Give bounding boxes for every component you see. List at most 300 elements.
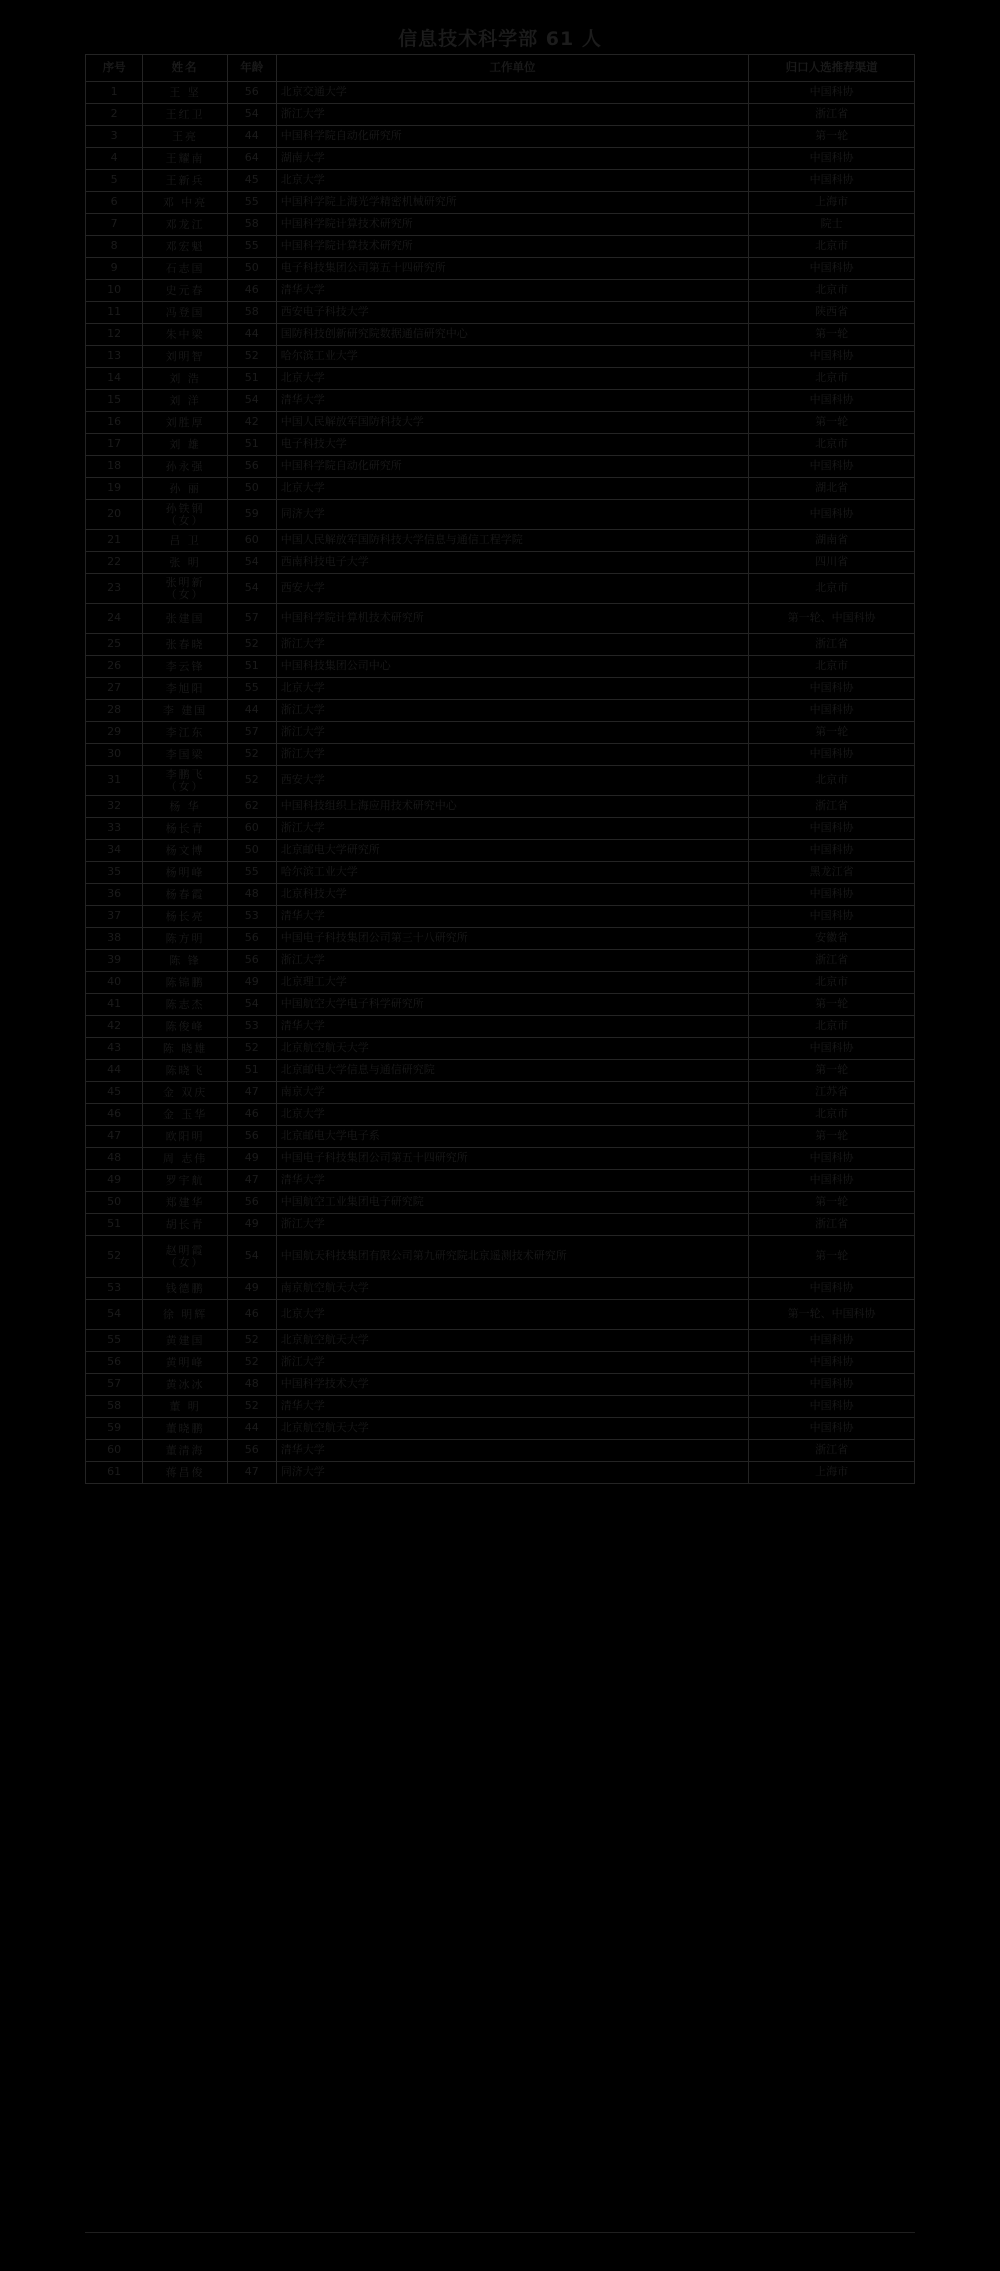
cell-name: 刘 雄 bbox=[143, 434, 227, 456]
table-header-row bbox=[86, 55, 915, 82]
cell-index: 12 bbox=[86, 324, 143, 346]
cell-name: 吕 卫 bbox=[143, 530, 227, 552]
cell-age: 52 bbox=[227, 1330, 276, 1352]
cell-work-unit: 中国科技组织上海应用技术研究中心 bbox=[276, 796, 748, 818]
column-header-work-unit: 工作单位 bbox=[276, 55, 748, 82]
cell-channel: 北京市 bbox=[749, 656, 915, 678]
cell-channel: 浙江省 bbox=[749, 796, 915, 818]
cell-channel: 北京市 bbox=[749, 1104, 915, 1126]
cell-work-unit: 北京航空航天大学 bbox=[276, 1038, 748, 1060]
cell-index: 44 bbox=[86, 1060, 143, 1082]
cell-work-unit: 中国电子科技集团公司第五十四研究所 bbox=[276, 1148, 748, 1170]
cell-work-unit: 西安大学 bbox=[276, 574, 748, 604]
cell-age: 54 bbox=[227, 104, 276, 126]
cell-channel: 中国科协 bbox=[749, 1148, 915, 1170]
cell-age: 51 bbox=[227, 434, 276, 456]
cell-name: 史元春 bbox=[143, 280, 227, 302]
table-row bbox=[86, 634, 915, 656]
cell-work-unit: 浙江大学 bbox=[276, 950, 748, 972]
cell-channel: 第一轮 bbox=[749, 1060, 915, 1082]
cell-age: 54 bbox=[227, 574, 276, 604]
cell-work-unit: 清华大学 bbox=[276, 280, 748, 302]
cell-age: 46 bbox=[227, 1300, 276, 1330]
cell-channel: 陕西省 bbox=[749, 302, 915, 324]
cell-channel: 中国科协 bbox=[749, 1352, 915, 1374]
cell-channel: 上海市 bbox=[749, 1462, 915, 1484]
table-row bbox=[86, 884, 915, 906]
cell-work-unit: 中国航空工业集团电子研究院 bbox=[276, 1192, 748, 1214]
cell-work-unit: 电子科技集团公司第五十四研究所 bbox=[276, 258, 748, 280]
table-body bbox=[86, 82, 915, 1484]
table-row bbox=[86, 1016, 915, 1038]
cell-index: 3 bbox=[86, 126, 143, 148]
cell-channel: 第一轮 bbox=[749, 1126, 915, 1148]
cell-age: 54 bbox=[227, 1236, 276, 1278]
cell-age: 55 bbox=[227, 862, 276, 884]
cell-index: 50 bbox=[86, 1192, 143, 1214]
table-row bbox=[86, 1300, 915, 1330]
cell-channel: 中国科协 bbox=[749, 148, 915, 170]
cell-age: 49 bbox=[227, 972, 276, 994]
cell-age: 52 bbox=[227, 1038, 276, 1060]
cell-work-unit: 浙江大学 bbox=[276, 1214, 748, 1236]
cell-index: 39 bbox=[86, 950, 143, 972]
cell-name: 郑建华 bbox=[143, 1192, 227, 1214]
cell-name: 董清海 bbox=[143, 1440, 227, 1462]
cell-index: 34 bbox=[86, 840, 143, 862]
cell-name: 刘明智 bbox=[143, 346, 227, 368]
cell-channel: 中国科协 bbox=[749, 456, 915, 478]
cell-work-unit: 中国人民解放军国防科技大学信息与通信工程学院 bbox=[276, 530, 748, 552]
cell-name: 陈 晓雄 bbox=[143, 1038, 227, 1060]
cell-index: 9 bbox=[86, 258, 143, 280]
cell-index: 59 bbox=[86, 1418, 143, 1440]
cell-index: 41 bbox=[86, 994, 143, 1016]
table-row bbox=[86, 972, 915, 994]
cell-channel: 北京市 bbox=[749, 766, 915, 796]
table-row bbox=[86, 928, 915, 950]
cell-age: 60 bbox=[227, 530, 276, 552]
cell-channel: 北京市 bbox=[749, 368, 915, 390]
cell-index: 60 bbox=[86, 1440, 143, 1462]
cell-name: 陈俊峰 bbox=[143, 1016, 227, 1038]
cell-age: 59 bbox=[227, 500, 276, 530]
cell-name: 黄冰冰 bbox=[143, 1374, 227, 1396]
cell-age: 50 bbox=[227, 478, 276, 500]
cell-work-unit: 西安电子科技大学 bbox=[276, 302, 748, 324]
table-row bbox=[86, 214, 915, 236]
cell-name: 李 建国 bbox=[143, 700, 227, 722]
table-row bbox=[86, 1462, 915, 1484]
cell-age: 57 bbox=[227, 722, 276, 744]
cell-age: 55 bbox=[227, 678, 276, 700]
cell-work-unit: 清华大学 bbox=[276, 1396, 748, 1418]
table-row bbox=[86, 1440, 915, 1462]
table-row bbox=[86, 192, 915, 214]
cell-name: 王耀南 bbox=[143, 148, 227, 170]
cell-age: 54 bbox=[227, 390, 276, 412]
cell-work-unit: 中国航天科技集团有限公司第九研究院北京遥测技术研究所 bbox=[276, 1236, 748, 1278]
cell-channel: 第一轮、中国科协 bbox=[749, 1300, 915, 1330]
cell-channel: 第一轮 bbox=[749, 722, 915, 744]
cell-work-unit: 北京航空航天大学 bbox=[276, 1418, 748, 1440]
cell-name: 杨文博 bbox=[143, 840, 227, 862]
table-row bbox=[86, 280, 915, 302]
cell-index: 20 bbox=[86, 500, 143, 530]
cell-name: 李江东 bbox=[143, 722, 227, 744]
cell-index: 46 bbox=[86, 1104, 143, 1126]
cell-channel: 院士 bbox=[749, 214, 915, 236]
cell-channel: 中国科协 bbox=[749, 840, 915, 862]
table-row bbox=[86, 1060, 915, 1082]
cell-channel: 中国科协 bbox=[749, 1418, 915, 1440]
cell-channel: 第一轮 bbox=[749, 324, 915, 346]
cell-name: 张 明 bbox=[143, 552, 227, 574]
cell-name: 杨明峰 bbox=[143, 862, 227, 884]
cell-channel: 北京市 bbox=[749, 280, 915, 302]
cell-work-unit: 清华大学 bbox=[276, 906, 748, 928]
cell-age: 53 bbox=[227, 1016, 276, 1038]
cell-channel: 第一轮 bbox=[749, 994, 915, 1016]
cell-index: 55 bbox=[86, 1330, 143, 1352]
cell-age: 47 bbox=[227, 1082, 276, 1104]
table-row bbox=[86, 552, 915, 574]
cell-channel: 浙江省 bbox=[749, 104, 915, 126]
cell-index: 5 bbox=[86, 170, 143, 192]
cell-index: 38 bbox=[86, 928, 143, 950]
cell-index: 6 bbox=[86, 192, 143, 214]
cell-index: 33 bbox=[86, 818, 143, 840]
cell-channel: 四川省 bbox=[749, 552, 915, 574]
cell-channel: 中国科协 bbox=[749, 1170, 915, 1192]
cell-age: 51 bbox=[227, 656, 276, 678]
cell-age: 54 bbox=[227, 994, 276, 1016]
table-row bbox=[86, 906, 915, 928]
cell-index: 25 bbox=[86, 634, 143, 656]
cell-channel: 第一轮 bbox=[749, 1236, 915, 1278]
cell-age: 50 bbox=[227, 258, 276, 280]
cell-index: 22 bbox=[86, 552, 143, 574]
table-row bbox=[86, 530, 915, 552]
cell-name: 朱中梁 bbox=[143, 324, 227, 346]
cell-channel: 浙江省 bbox=[749, 1440, 915, 1462]
cell-channel: 中国科协 bbox=[749, 1374, 915, 1396]
cell-index: 42 bbox=[86, 1016, 143, 1038]
cell-channel: 中国科协 bbox=[749, 1278, 915, 1300]
cell-name: 钱德鹏 bbox=[143, 1278, 227, 1300]
table-row bbox=[86, 390, 915, 412]
cell-age: 55 bbox=[227, 236, 276, 258]
cell-work-unit: 中国科学技术大学 bbox=[276, 1374, 748, 1396]
cell-age: 56 bbox=[227, 1440, 276, 1462]
cell-work-unit: 西南科技电子大学 bbox=[276, 552, 748, 574]
cell-index: 47 bbox=[86, 1126, 143, 1148]
cell-age: 57 bbox=[227, 604, 276, 634]
cell-work-unit: 北京邮电大学电子系 bbox=[276, 1126, 748, 1148]
cell-channel: 中国科协 bbox=[749, 500, 915, 530]
cell-age: 52 bbox=[227, 744, 276, 766]
cell-work-unit: 中国科学院计算技术研究所 bbox=[276, 214, 748, 236]
cell-age: 47 bbox=[227, 1170, 276, 1192]
cell-index: 17 bbox=[86, 434, 143, 456]
cell-index: 54 bbox=[86, 1300, 143, 1330]
table-row bbox=[86, 1374, 915, 1396]
cell-work-unit: 中国电子科技集团公司第三十八研究所 bbox=[276, 928, 748, 950]
cell-name: 刘 洋 bbox=[143, 390, 227, 412]
cell-work-unit: 中国科学院上海光学精密机械研究所 bbox=[276, 192, 748, 214]
cell-index: 37 bbox=[86, 906, 143, 928]
cell-work-unit: 北京理工大学 bbox=[276, 972, 748, 994]
cell-age: 55 bbox=[227, 192, 276, 214]
cell-channel: 中国科协 bbox=[749, 82, 915, 104]
cell-channel: 北京市 bbox=[749, 574, 915, 604]
cell-work-unit: 南京航空航天大学 bbox=[276, 1278, 748, 1300]
cell-age: 58 bbox=[227, 214, 276, 236]
cell-age: 51 bbox=[227, 1060, 276, 1082]
candidate-table-container bbox=[85, 54, 915, 1484]
table-row bbox=[86, 170, 915, 192]
cell-channel: 中国科协 bbox=[749, 1330, 915, 1352]
table-row bbox=[86, 818, 915, 840]
page-title: 信息技术科学部 61 人 bbox=[398, 28, 602, 50]
cell-work-unit: 清华大学 bbox=[276, 1170, 748, 1192]
cell-age: 56 bbox=[227, 1126, 276, 1148]
cell-name: 金 玉华 bbox=[143, 1104, 227, 1126]
table-row bbox=[86, 656, 915, 678]
cell-age: 56 bbox=[227, 928, 276, 950]
cell-index: 28 bbox=[86, 700, 143, 722]
cell-channel: 中国科协 bbox=[749, 346, 915, 368]
table-row bbox=[86, 478, 915, 500]
cell-work-unit: 西安大学 bbox=[276, 766, 748, 796]
cell-index: 14 bbox=[86, 368, 143, 390]
cell-work-unit: 北京大学 bbox=[276, 478, 748, 500]
cell-age: 52 bbox=[227, 1352, 276, 1374]
cell-name: 徐 明辉 bbox=[143, 1300, 227, 1330]
cell-name: 李鹏飞 （女） bbox=[143, 766, 227, 796]
cell-work-unit: 哈尔滨工业大学 bbox=[276, 862, 748, 884]
cell-index: 35 bbox=[86, 862, 143, 884]
cell-name: 陈 锋 bbox=[143, 950, 227, 972]
cell-work-unit: 北京科技大学 bbox=[276, 884, 748, 906]
cell-age: 49 bbox=[227, 1214, 276, 1236]
cell-index: 43 bbox=[86, 1038, 143, 1060]
table-row bbox=[86, 1214, 915, 1236]
table-row bbox=[86, 950, 915, 972]
cell-channel: 中国科协 bbox=[749, 170, 915, 192]
cell-work-unit: 北京大学 bbox=[276, 678, 748, 700]
cell-channel: 浙江省 bbox=[749, 950, 915, 972]
cell-work-unit: 北京航空航天大学 bbox=[276, 1330, 748, 1352]
cell-work-unit: 浙江大学 bbox=[276, 104, 748, 126]
cell-channel: 第一轮 bbox=[749, 1192, 915, 1214]
table-row bbox=[86, 1192, 915, 1214]
cell-name: 欧阳明 bbox=[143, 1126, 227, 1148]
table-header bbox=[86, 55, 915, 82]
cell-index: 36 bbox=[86, 884, 143, 906]
cell-age: 49 bbox=[227, 1278, 276, 1300]
cell-index: 30 bbox=[86, 744, 143, 766]
cell-channel: 中国科协 bbox=[749, 1038, 915, 1060]
table-row bbox=[86, 412, 915, 434]
cell-channel: 中国科协 bbox=[749, 258, 915, 280]
table-row bbox=[86, 1082, 915, 1104]
cell-index: 56 bbox=[86, 1352, 143, 1374]
cell-index: 40 bbox=[86, 972, 143, 994]
cell-work-unit: 南京大学 bbox=[276, 1082, 748, 1104]
cell-index: 45 bbox=[86, 1082, 143, 1104]
table-row bbox=[86, 1236, 915, 1278]
cell-index: 23 bbox=[86, 574, 143, 604]
cell-age: 42 bbox=[227, 412, 276, 434]
cell-index: 19 bbox=[86, 478, 143, 500]
cell-index: 1 bbox=[86, 82, 143, 104]
cell-index: 16 bbox=[86, 412, 143, 434]
cell-age: 52 bbox=[227, 346, 276, 368]
cell-age: 49 bbox=[227, 1148, 276, 1170]
cell-index: 27 bbox=[86, 678, 143, 700]
cell-work-unit: 北京邮电大学信息与通信研究院 bbox=[276, 1060, 748, 1082]
table-row bbox=[86, 1396, 915, 1418]
cell-channel: 湖北省 bbox=[749, 478, 915, 500]
cell-name: 邓 中亮 bbox=[143, 192, 227, 214]
cell-name: 陈锦鹏 bbox=[143, 972, 227, 994]
table-row bbox=[86, 1418, 915, 1440]
column-header-index: 序号 bbox=[86, 55, 143, 82]
cell-index: 24 bbox=[86, 604, 143, 634]
table-row bbox=[86, 258, 915, 280]
cell-index: 2 bbox=[86, 104, 143, 126]
cell-channel: 浙江省 bbox=[749, 634, 915, 656]
cell-channel: 北京市 bbox=[749, 434, 915, 456]
table-row bbox=[86, 346, 915, 368]
table-row bbox=[86, 368, 915, 390]
cell-index: 31 bbox=[86, 766, 143, 796]
cell-channel: 浙江省 bbox=[749, 1214, 915, 1236]
cell-index: 21 bbox=[86, 530, 143, 552]
table-row bbox=[86, 1278, 915, 1300]
cell-work-unit: 北京邮电大学研究所 bbox=[276, 840, 748, 862]
cell-age: 58 bbox=[227, 302, 276, 324]
cell-age: 52 bbox=[227, 766, 276, 796]
cell-work-unit: 清华大学 bbox=[276, 1440, 748, 1462]
table-row bbox=[86, 82, 915, 104]
cell-channel: 北京市 bbox=[749, 972, 915, 994]
table-row bbox=[86, 324, 915, 346]
cell-name: 黄建国 bbox=[143, 1330, 227, 1352]
cell-age: 46 bbox=[227, 1104, 276, 1126]
table-row bbox=[86, 796, 915, 818]
cell-name: 杨长青 bbox=[143, 818, 227, 840]
cell-age: 44 bbox=[227, 324, 276, 346]
cell-index: 61 bbox=[86, 1462, 143, 1484]
table-row bbox=[86, 862, 915, 884]
cell-work-unit: 北京大学 bbox=[276, 1300, 748, 1330]
cell-work-unit: 清华大学 bbox=[276, 390, 748, 412]
cell-age: 53 bbox=[227, 906, 276, 928]
column-header-channel: 归口人选推荐渠道 bbox=[749, 55, 915, 82]
cell-age: 44 bbox=[227, 1418, 276, 1440]
cell-name: 张明新 （女） bbox=[143, 574, 227, 604]
column-header-name: 姓名 bbox=[143, 55, 227, 82]
cell-work-unit: 浙江大学 bbox=[276, 700, 748, 722]
cell-index: 8 bbox=[86, 236, 143, 258]
cell-age: 56 bbox=[227, 950, 276, 972]
table-row bbox=[86, 148, 915, 170]
cell-channel: 中国科协 bbox=[749, 1396, 915, 1418]
cell-name: 张春晓 bbox=[143, 634, 227, 656]
cell-name: 罗宇航 bbox=[143, 1170, 227, 1192]
cell-name: 王红卫 bbox=[143, 104, 227, 126]
cell-channel: 江苏省 bbox=[749, 1082, 915, 1104]
cell-work-unit: 湖南大学 bbox=[276, 148, 748, 170]
cell-index: 10 bbox=[86, 280, 143, 302]
cell-name: 陈志杰 bbox=[143, 994, 227, 1016]
cell-index: 29 bbox=[86, 722, 143, 744]
cell-name: 孙铁钢 （女） bbox=[143, 500, 227, 530]
cell-name: 胡长青 bbox=[143, 1214, 227, 1236]
cell-age: 56 bbox=[227, 456, 276, 478]
cell-channel: 中国科协 bbox=[749, 884, 915, 906]
cell-work-unit: 国防科技创新研究院数据通信研究中心 bbox=[276, 324, 748, 346]
cell-age: 44 bbox=[227, 700, 276, 722]
table-row bbox=[86, 1170, 915, 1192]
cell-index: 4 bbox=[86, 148, 143, 170]
cell-name: 孙 丽 bbox=[143, 478, 227, 500]
cell-index: 15 bbox=[86, 390, 143, 412]
cell-work-unit: 电子科技大学 bbox=[276, 434, 748, 456]
cell-age: 56 bbox=[227, 1192, 276, 1214]
table-row bbox=[86, 236, 915, 258]
cell-work-unit: 北京大学 bbox=[276, 368, 748, 390]
cell-work-unit: 浙江大学 bbox=[276, 818, 748, 840]
table-row bbox=[86, 678, 915, 700]
table-row bbox=[86, 574, 915, 604]
cell-name: 李国梁 bbox=[143, 744, 227, 766]
cell-channel: 北京市 bbox=[749, 236, 915, 258]
cell-name: 黄明峰 bbox=[143, 1352, 227, 1374]
cell-channel: 中国科协 bbox=[749, 700, 915, 722]
cell-age: 47 bbox=[227, 1462, 276, 1484]
table-row bbox=[86, 1126, 915, 1148]
cell-work-unit: 中国科学院计算机技术研究所 bbox=[276, 604, 748, 634]
table-row bbox=[86, 434, 915, 456]
table-row bbox=[86, 604, 915, 634]
cell-index: 52 bbox=[86, 1236, 143, 1278]
table-row bbox=[86, 744, 915, 766]
cell-name: 金 双庆 bbox=[143, 1082, 227, 1104]
cell-index: 7 bbox=[86, 214, 143, 236]
table-row bbox=[86, 1352, 915, 1374]
table-row bbox=[86, 766, 915, 796]
table-row bbox=[86, 126, 915, 148]
cell-channel: 中国科协 bbox=[749, 744, 915, 766]
cell-age: 44 bbox=[227, 126, 276, 148]
cell-age: 64 bbox=[227, 148, 276, 170]
table-row bbox=[86, 500, 915, 530]
cell-age: 52 bbox=[227, 1396, 276, 1418]
cell-channel: 中国科协 bbox=[749, 390, 915, 412]
cell-name: 孙永强 bbox=[143, 456, 227, 478]
cell-index: 53 bbox=[86, 1278, 143, 1300]
cell-age: 48 bbox=[227, 884, 276, 906]
cell-work-unit: 同济大学 bbox=[276, 1462, 748, 1484]
table-row bbox=[86, 456, 915, 478]
table-row bbox=[86, 1038, 915, 1060]
cell-channel: 中国科协 bbox=[749, 678, 915, 700]
table-row bbox=[86, 840, 915, 862]
cell-index: 51 bbox=[86, 1214, 143, 1236]
